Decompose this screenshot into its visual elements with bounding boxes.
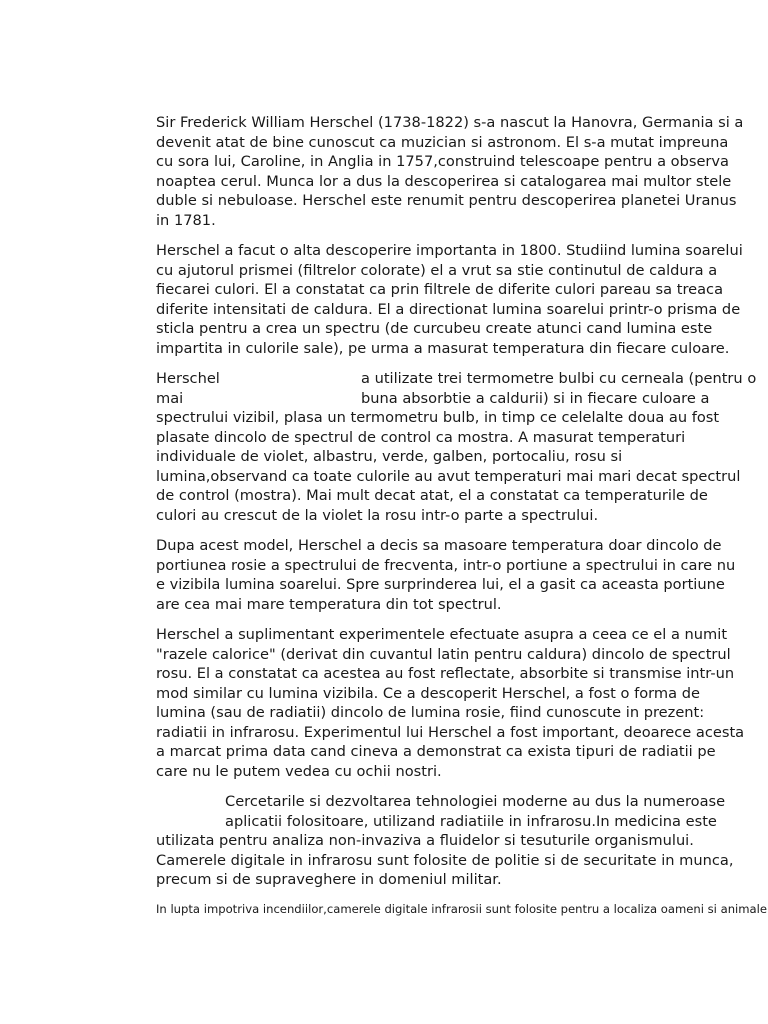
text-line: Dupa acest model, Herschel a decis sa masoare temperatura doar dincolo de	[156, 537, 722, 554]
paragraph-5	[156, 625, 768, 781]
paragraph-6	[156, 792, 768, 890]
text-line: are cea mai mare temperatura din tot spectrul.	[156, 595, 502, 613]
text-line: utilizata pentru analiza non-invaziva a fluidelor si tesuturile organismului.	[156, 832, 694, 849]
text-line: in 1781.	[156, 211, 216, 229]
text-line: cu sora lui, Caroline, in Anglia in 1757,construind telescoape pentru a observa	[156, 153, 730, 170]
text-line: a marcat prima data cand cineva a demonstrat ca exista tipuri de radiatii pe	[156, 743, 716, 760]
text-line: Camerele digitale in infrarosu sunt folosite de politie si de securitate in munca,	[156, 851, 734, 869]
text-line: individuale de violet, albastru, verde, galben, portocaliu, rosu si	[156, 448, 623, 465]
text-line: precum si de supraveghere in domeniul militar.	[156, 871, 502, 888]
text-line: "razele calorice" (derivat din cuvantul latin pentru caldura) dincolo de spectrul	[156, 645, 731, 663]
gap-right-text: a utilizate trei termometre bulbi cu cerneala (pentru o	[361, 370, 757, 387]
text-line: Herschel a suplimentant experimentele efectuate asupra a ceea ce el a numit	[156, 626, 728, 643]
paragraph-1	[156, 113, 768, 230]
text-line: de control (mostra). Mai mult decat atat, el a constatat ca temperaturile de	[156, 487, 708, 504]
text-line: diferite intensitati de caldura. El a directionat lumina soarelui printr-o prisma de	[156, 300, 741, 318]
indented-text-line: Cercetarile si dezvoltarea tehnologiei moderne au dus la numeroase	[225, 793, 726, 810]
indented-text-line: aplicatii folositoare, utilizand radiatiile in infrarosu.In medicina este	[225, 812, 717, 830]
gap-right-text: buna absorbtie a caldurii) si in fiecare culoare a	[361, 389, 710, 407]
text-line: devenit atat de bine cunoscut ca muzician si astronom. El s-a mutat impreuna	[156, 133, 729, 151]
gap-left-text: Herschel	[156, 370, 220, 387]
text-line: spectrului vizibil, plasa un termometru bulb, in timp ce celelalte doua au fost	[156, 409, 720, 426]
text-line: Herschel a facut o alta descoperire importanta in 1800. Studiind lumina soarelui	[156, 242, 743, 259]
document-body	[156, 113, 768, 917]
text-line: radiatii in infrarosu. Experimentul lui Herschel a fost important, deoarece acesta	[156, 723, 745, 741]
text-line: fiecarei culori. El a constatat ca prin filtrele de diferite culori pareau sa treaca	[156, 281, 724, 298]
text-line: lumina,observand ca toate culorile au avut temperaturi mai mari decat spectrul	[156, 467, 741, 485]
paragraph-2	[156, 241, 768, 358]
footer-text-line: In lupta impotriva incendiilor,camerele digitale infrarosii sunt folosite pentru a localiza oameni si animale	[156, 901, 768, 916]
text-line: lumina (sau de radiatii) dincolo de lumina rosie, fiind cunoscute in prezent:	[156, 704, 705, 721]
text-line: noaptea cerul. Munca lor a dus la descoperirea si catalogarea mai multor stele	[156, 172, 732, 190]
text-line: duble si nebuloase. Herschel este renumit pentru descoperirea planetei Uranus	[156, 192, 737, 209]
text-line: rosu. El a constatat ca acestea au fost reflectate, absorbite si transmise intr-un	[156, 665, 735, 682]
text-line: sticla pentru a crea un spectru (de curcubeu create atunci cand lumina este	[156, 320, 713, 337]
text-line: impartita in culorile sale), pe urma a masurat temperatura din fiecare culoare.	[156, 339, 730, 357]
text-line: cu ajutorul prismei (filtrelor colorate) el a vrut sa stie continutul de caldura a	[156, 261, 718, 279]
gap-left-text: mai	[156, 389, 184, 407]
paragraph-3	[156, 369, 768, 525]
text-line: care nu le putem vedea cu ochii nostri.	[156, 762, 442, 780]
text-line: plasate dincolo de spectrul de control ca mostra. A masurat temperaturi	[156, 428, 686, 446]
text-line: Sir Frederick William Herschel (1738-1822) s-a nascut la Hanovra, Germania si a	[156, 114, 744, 131]
gap-text-line	[156, 369, 768, 389]
text-line: e vizibila lumina soarelui. Spre surprinderea lui, el a gasit ca aceasta portiune	[156, 576, 725, 593]
gap-text-line	[156, 389, 768, 409]
text-line: mod similar cu lumina vizibila. Ce a descoperit Herschel, a fost o forma de	[156, 684, 700, 702]
text-line: culori au crescut de la violet la rosu intr-o parte a spectrului.	[156, 506, 599, 524]
text-line: portiunea rosie a spectrului de frecventa, intr-o portiune a spectrului in care nu	[156, 556, 736, 574]
paragraph-4	[156, 536, 768, 614]
